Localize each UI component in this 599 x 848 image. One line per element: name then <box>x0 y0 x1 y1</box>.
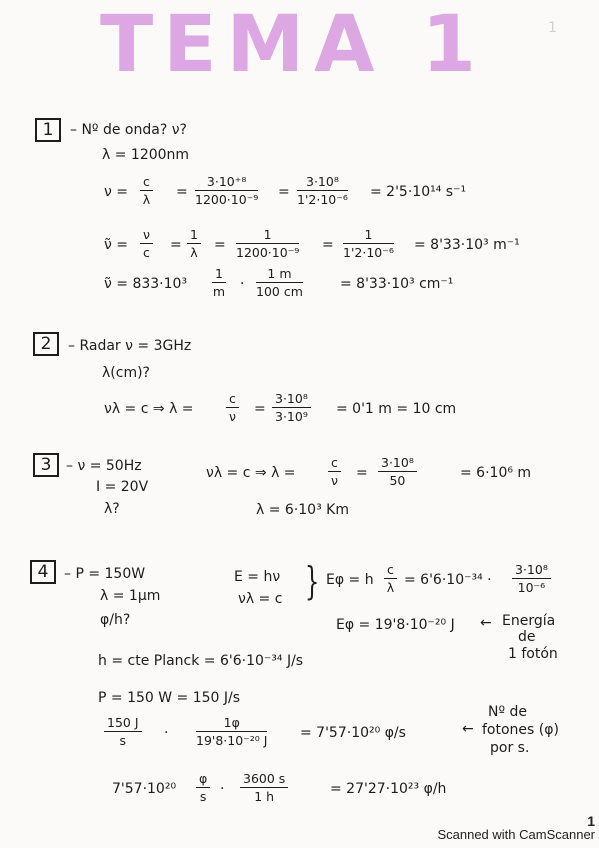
equation-lhs: νλ = c ⇒ λ = <box>206 465 296 481</box>
denominator: s <box>119 733 127 748</box>
planck-constant: h = cte Planck = 6'6·10⁻³⁴ J/s <box>98 653 304 669</box>
exercise-heading: – ν = 50Hz <box>66 458 142 474</box>
fraction <box>272 391 311 424</box>
numerator: 3·10⁸ <box>272 391 311 408</box>
fraction <box>226 391 239 424</box>
annotation-text: Nº de <box>488 704 528 720</box>
fraction <box>343 227 394 260</box>
fraction <box>212 266 226 299</box>
fraction <box>196 715 267 748</box>
curly-brace: } <box>304 559 320 603</box>
equation-lhs: 7'57·10²⁰ <box>112 781 177 797</box>
equation-lhs: ν̃ = 833·10³ <box>104 276 188 292</box>
exercise-heading: – P = 150W <box>64 566 146 582</box>
multiply-dot: · <box>220 781 225 797</box>
question: λ? <box>104 501 120 517</box>
exercise-heading: – Nº de onda? ν? <box>70 122 187 138</box>
equals-sign: = <box>214 237 226 253</box>
denominator: 50 <box>389 473 406 488</box>
result: = 7'57·10²⁰ φ/s <box>300 725 406 741</box>
equation-mid: = 6'6·10⁻³⁴ · <box>404 572 492 588</box>
annotation-arrow: ← <box>462 721 474 737</box>
denominator: m <box>212 284 226 299</box>
denominator: s <box>199 789 207 804</box>
exercise-number-box: 3 <box>33 453 59 477</box>
numerator: 1 <box>236 227 299 244</box>
question: φ/h? <box>100 612 131 628</box>
fraction <box>384 562 397 595</box>
annotation-text: fotones (φ) <box>482 722 559 738</box>
wave-equation: νλ = c <box>238 591 283 607</box>
annotation-text: Energía <box>502 613 556 629</box>
question: λ(cm)? <box>102 365 150 381</box>
equals-sign: = <box>278 184 290 200</box>
denominator: 19'8·10⁻²⁰ J <box>196 733 268 748</box>
exercise-heading: – Radar ν = 3GHz <box>68 338 192 354</box>
page-number: 1 <box>587 813 595 829</box>
scanner-watermark: Scanned with CamScanner <box>437 827 595 842</box>
corner-mark: 1 <box>548 20 557 36</box>
result: Eφ = 19'8·10⁻²⁰ J <box>336 617 455 633</box>
fraction <box>196 771 210 804</box>
numerator: c <box>226 391 239 408</box>
fraction <box>140 174 153 207</box>
equals-sign: = <box>254 401 266 417</box>
equals-sign: = <box>356 465 368 481</box>
multiply-dot: · <box>164 725 169 741</box>
fraction <box>140 227 153 260</box>
denominator: 1200·10⁻⁹ <box>195 192 259 207</box>
numerator: 3·10⁺⁸ <box>195 174 258 191</box>
result: = 27'27·10²³ φ/h <box>330 781 447 797</box>
fraction <box>297 174 348 207</box>
fraction <box>240 771 288 804</box>
numerator: c <box>384 562 397 579</box>
denominator: λ <box>142 192 151 207</box>
exercise-number-box: 1 <box>35 118 61 142</box>
denominator: 1200·10⁻⁹ <box>236 245 300 260</box>
page-title: TEMA 1 <box>100 0 486 90</box>
denominator: 10⁻⁶ <box>517 580 546 595</box>
result: = 2'5·10¹⁴ s⁻¹ <box>370 184 467 200</box>
annotation-text: por s. <box>490 740 530 756</box>
result-km: λ = 6·10³ Km <box>256 502 349 518</box>
fraction <box>328 455 341 488</box>
equals-sign: = <box>170 237 182 253</box>
annotation-text: 1 fotón <box>508 646 558 662</box>
numerator: φ <box>196 771 210 788</box>
denominator: 1'2·10⁻⁶ <box>297 192 348 207</box>
numerator: 3600 s <box>240 771 288 788</box>
fraction <box>378 455 417 488</box>
equation-lhs: Eφ = h <box>326 572 374 588</box>
exercise-number-box: 2 <box>33 332 59 356</box>
denominator: 1 h <box>254 789 275 804</box>
numerator: ν <box>140 227 153 244</box>
annotation-text: de <box>518 629 536 645</box>
result: = 8'33·10³ cm⁻¹ <box>340 276 454 292</box>
denominator: ν <box>330 473 338 488</box>
fraction <box>236 227 299 260</box>
denominator: 1'2·10⁻⁶ <box>343 245 394 260</box>
given-value: λ = 1200nm <box>102 147 190 163</box>
denominator: λ <box>190 245 198 260</box>
multiply-dot: · <box>240 276 245 292</box>
numerator: c <box>328 455 341 472</box>
equation-lhs: ν̃ = <box>104 237 129 253</box>
fraction <box>187 227 201 260</box>
equation-lhs: νλ = c ⇒ λ = <box>104 401 194 417</box>
denominator: 100 cm <box>256 284 303 299</box>
result: = 6·10⁶ m <box>460 465 532 481</box>
result: = 8'33·10³ m⁻¹ <box>414 237 520 253</box>
denominator: λ <box>386 580 395 595</box>
numerator: 1 <box>212 266 226 283</box>
result: = 0'1 m = 10 cm <box>336 401 457 417</box>
numerator: 1 <box>187 227 201 244</box>
equals-sign: = <box>176 184 188 200</box>
exercise-number-box: 4 <box>30 560 56 584</box>
numerator: c <box>140 174 153 191</box>
numerator: 3·10⁸ <box>512 562 551 579</box>
power-value: P = 150 W = 150 J/s <box>98 690 241 706</box>
numerator: 1 <box>343 227 394 244</box>
equation-lhs: ν = <box>104 184 129 200</box>
denominator: 3·10⁹ <box>275 409 308 424</box>
denominator: c <box>143 245 150 260</box>
scanner-footer <box>437 814 595 842</box>
numerator: 3·10⁸ <box>297 174 348 191</box>
given-value: λ = 1μm <box>100 588 161 604</box>
numerator: 1φ <box>196 715 267 732</box>
numerator: 3·10⁸ <box>378 455 417 472</box>
equals-sign: = <box>322 237 334 253</box>
fraction <box>195 174 258 207</box>
denominator: ν <box>228 409 236 424</box>
annotation-arrow: ← <box>480 615 492 631</box>
fraction <box>256 266 303 299</box>
energy-equation: E = hν <box>234 569 281 585</box>
fraction <box>104 715 142 748</box>
given-value: I = 20V <box>96 479 149 495</box>
numerator: 150 J <box>104 715 142 732</box>
fraction <box>512 562 551 595</box>
numerator: 1 m <box>256 266 303 283</box>
